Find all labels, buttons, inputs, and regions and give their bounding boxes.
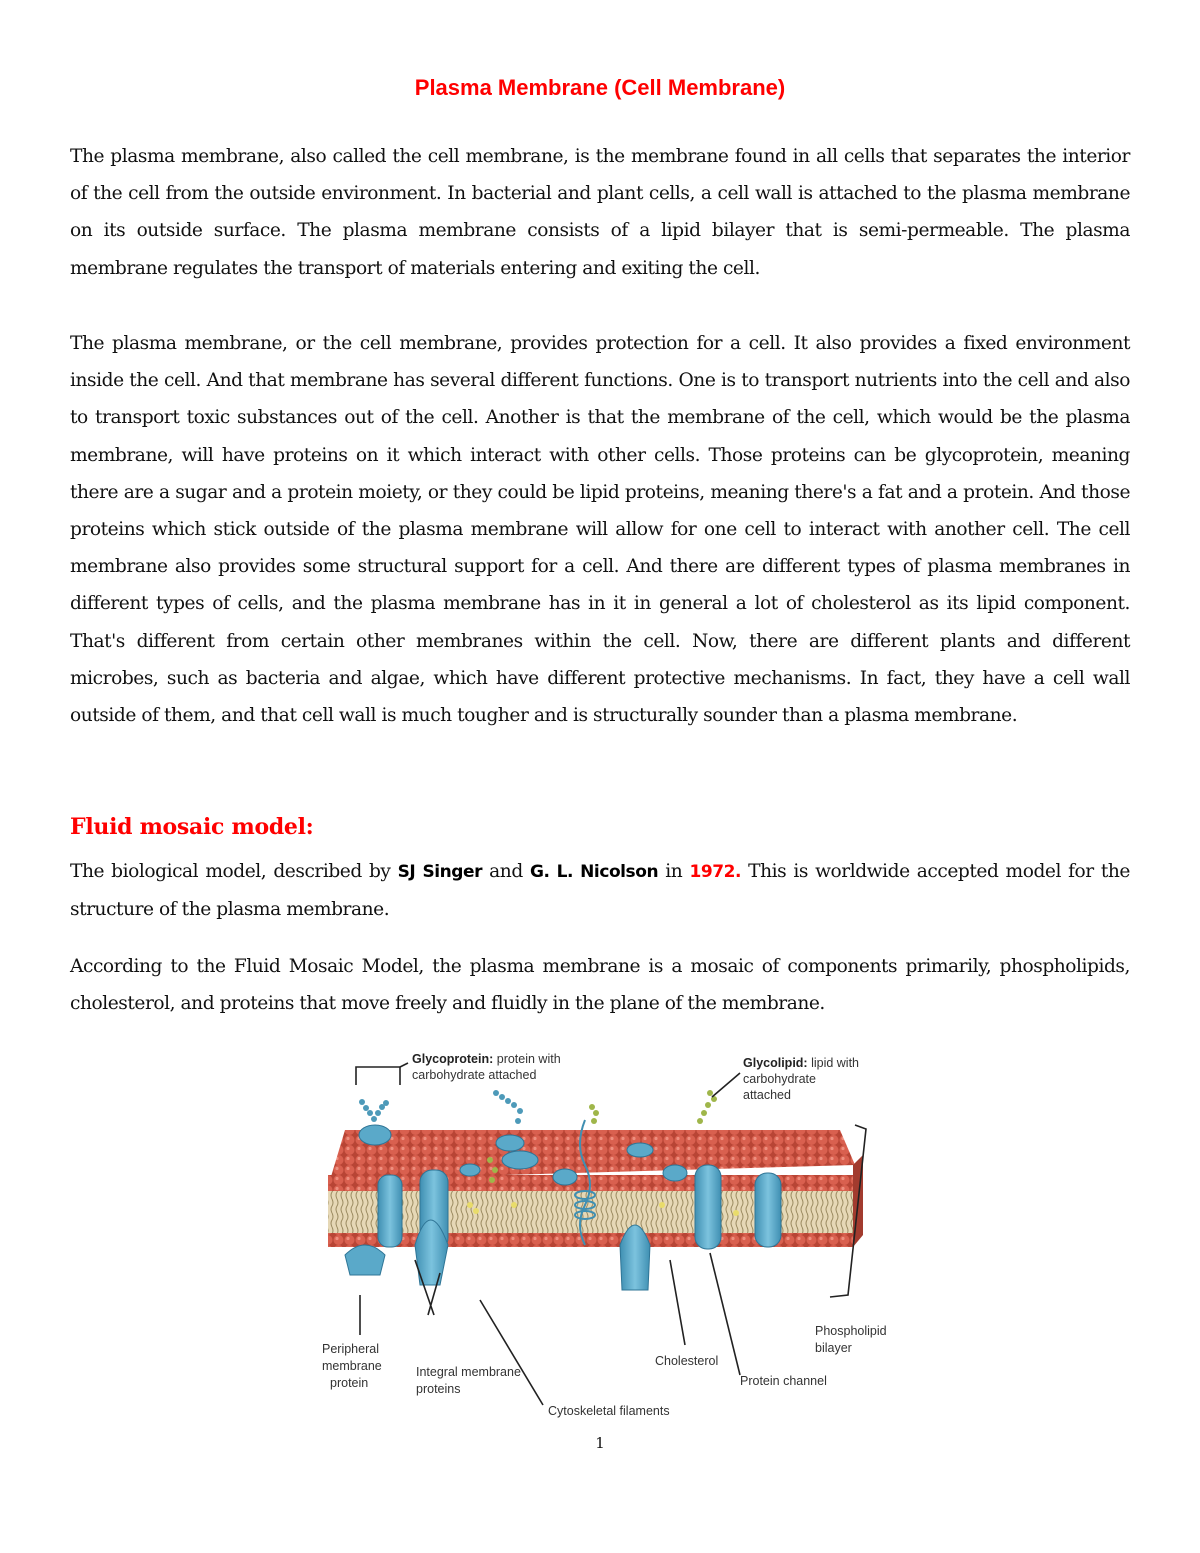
label-peripheral-1: Peripheral — [322, 1342, 379, 1356]
paragraph-model-origin — [70, 853, 1130, 928]
label-glycolipid-line2: carbohydrate — [743, 1072, 816, 1086]
carbohydrate-chains — [359, 1090, 523, 1124]
membrane-diagram-svg — [300, 1045, 900, 1430]
label-cholesterol: Cholesterol — [655, 1354, 719, 1368]
label-glycoprotein-line2: carbohydrate attached — [412, 1068, 537, 1082]
author-name-singer: SJ Singer — [397, 862, 483, 882]
label-cytoskeletal: Cytoskeletal filaments — [548, 1404, 670, 1418]
label-integral-1: Integral membrane — [416, 1365, 521, 1379]
paragraph-model-description: According to the Fluid Mosaic Model, the plasma membrane is a mosaic of components primarily, phospholipids, cholesterol, and proteins that move freely and fluidly in the plane of the membrane. — [70, 956, 1130, 1015]
label-glycoprotein: Glycoprotein: protein with — [412, 1052, 561, 1066]
text-fragment: The biological model, described by — [70, 861, 398, 882]
label-protein-channel: Protein channel — [740, 1374, 827, 1388]
label-phospholipid-2: bilayer — [815, 1341, 852, 1355]
peripheral-protein — [345, 1245, 385, 1275]
text-fragment: in — [658, 861, 690, 882]
label-integral-2: proteins — [416, 1382, 461, 1396]
label-glycolipid: Glycolipid: lipid with — [743, 1056, 860, 1070]
label-phospholipid-1: Phospholipid — [815, 1324, 887, 1338]
year-highlight: 1972. — [689, 862, 741, 882]
text-fragment: This is worldwide accepted model for the structure of the plasma membrane. — [70, 861, 1130, 921]
paragraph-intro: The plasma membrane, also called the cell membrane, is the membrane found in all cells that separates the interior of the cell from the outside environment. In bacterial and plant cells, a cell wall is attached to the plasma membrane on its outside surface. The plasma membrane consists of a lipid bilayer that is semi-permeable. The plasma membrane regulates the transport of materials entering and exiting the cell. — [70, 146, 1130, 279]
paragraph-functions: The plasma membrane, or the cell membrane, provides protection for a cell. It also provides a fixed environment inside the cell. And that membrane has several different functions. One is to transport nutrients into the cell and also to transport toxic substances out of the cell. Another is that the membrane of the cell, which would be the plasma membrane, will have proteins on it which interact with other cells. Those proteins can be glycoprotein, meaning there are a sugar and a protein moiety, or they could be lipid proteins, meaning there's a fat and a protein. And those proteins which stick outside of the plasma membrane will allow for one cell to interact with another cell. The cell membrane also provides some structural support for a cell. And there are different types of plasma membranes in different types of cells, and the plasma membrane has in it in general a lot of cholesterol as its lipid component. That's different from certain other membranes within the cell. Now, there are different plants and different microbes, such as bacteria and algae, which have different protective mechanisms. In fact, they have a cell wall outside of them, and that cell wall is much tougher and is structurally sounder than a plasma membrane. — [70, 333, 1130, 727]
page-number: 1 — [595, 1434, 605, 1452]
membrane-diagram — [300, 1045, 900, 1430]
label-peripheral-3: protein — [330, 1376, 369, 1390]
author-name-nicolson: G. L. Nicolson — [529, 862, 659, 882]
section-heading-fluid-mosaic: Fluid mosaic model: — [70, 814, 314, 840]
page-title: Plasma Membrane (Cell Membrane) — [414, 75, 786, 100]
label-glycolipid-line3: attached — [743, 1088, 791, 1102]
text-fragment: and — [482, 861, 530, 882]
phospholipid-bilayer — [328, 1130, 863, 1247]
label-peripheral-2: membrane — [322, 1359, 382, 1373]
